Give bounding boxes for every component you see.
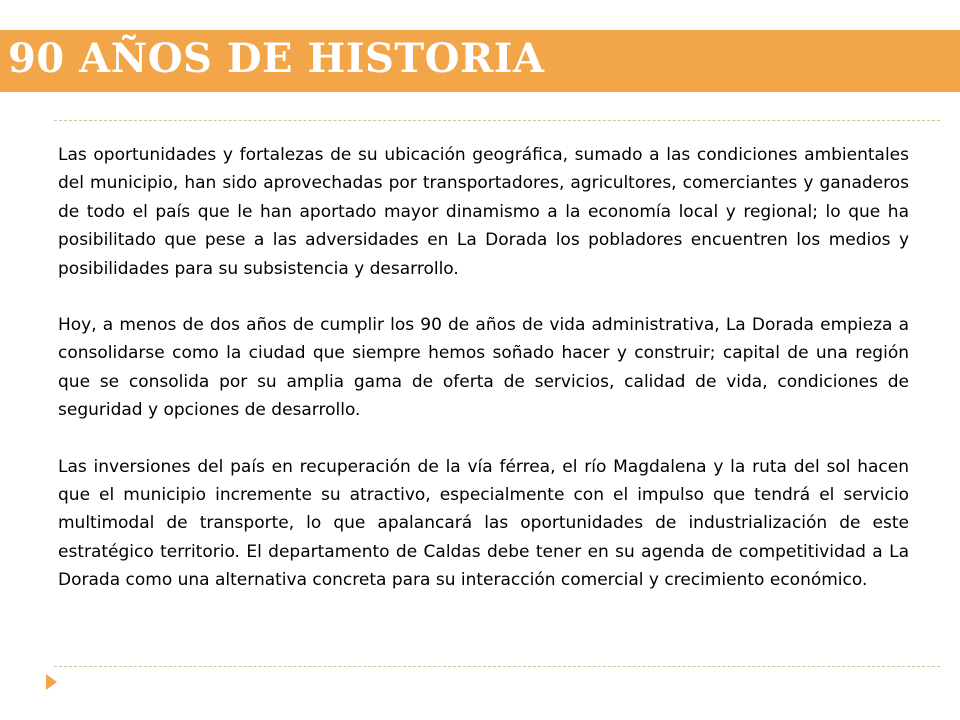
paragraph-1: Las oportunidades y fortalezas de su ubicación geográfica, sumado a las condiciones ambientales del municipio, han sido aprovechadas por transportadores, agricultores, comerciantes y ganaderos de todo el país que le han aportado mayor dinamismo a la economía local y regional; lo que ha posibilitado que pese a las adversidades en La Dorada los pobladores encuentren los medios y posibilidades para su subsistencia y desarrollo. xyxy=(58,145,909,279)
bottom-divider xyxy=(54,666,940,667)
paragraph-3: Las inversiones del país en recuperación de la vía férrea, el río Magdalena y la ruta del sol hacen que el municipio incremente su atractivo, especialmente con el impulso que tendrá el servicio multimodal de transporte, lo que apalancará las oportunidades de industrialización de este estratégico territorio. El departamento de Caldas debe tener en su agenda de competitividad a La Dorada como una alternativa concreta para su interacción comercial y crecimiento económico. xyxy=(58,456,909,591)
paragraph-2: Hoy, a menos de dos años de cumplir los 90 de años de vida administrativa, La Dorada empieza a consolidarse como la ciudad que siempre hemos soñado hacer y construir; capital de una región que se consolida por su amplia gama de oferta de servicios, calidad de vida, condiciones de seguridad y opciones de desarrollo. xyxy=(58,315,909,421)
body-text xyxy=(58,141,909,595)
top-divider xyxy=(54,120,940,121)
triangle-bullet-icon xyxy=(46,674,57,690)
slide-title: 90 AÑOS DE HISTORIA xyxy=(8,35,545,82)
